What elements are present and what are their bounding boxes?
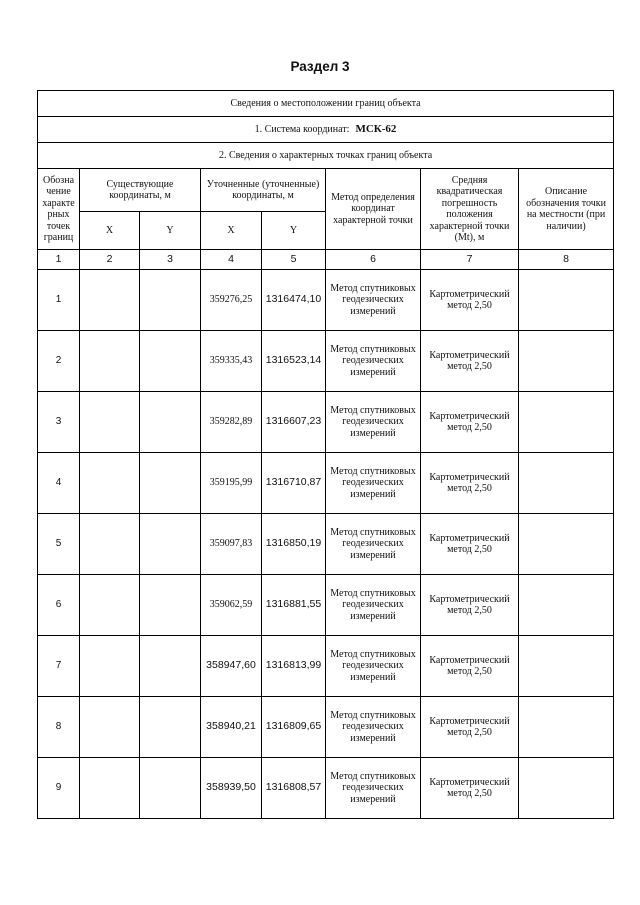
description-cell: [519, 453, 614, 514]
existing-x-cell: [80, 453, 140, 514]
column-number-row: [38, 250, 614, 270]
coord-system-value: МСК-62: [355, 122, 397, 135]
point-id-cell: 9: [38, 758, 80, 819]
existing-x-cell: [80, 514, 140, 575]
refined-y-cell: 1316710,87: [262, 453, 326, 514]
method-cell: Метод спутниковых геодезических измерений: [326, 514, 421, 575]
coord-system-label: 1. Система координат:: [254, 123, 350, 135]
header-point-designation: Обозна чение характе рных точек границ: [38, 169, 80, 250]
header-description: Описание обозначения точки на местности (при наличии): [519, 169, 614, 250]
accuracy-cell: Картометрический метод 2,50: [421, 331, 519, 392]
existing-y-cell: [140, 758, 201, 819]
accuracy-cell: Картометрический метод 2,50: [421, 270, 519, 331]
point-id-cell: 1: [38, 270, 80, 331]
refined-x-cell: 359097,83: [201, 514, 262, 575]
accuracy-cell: Картометрический метод 2,50: [421, 575, 519, 636]
accuracy-cell: Картометрический метод 2,50: [421, 514, 519, 575]
header-refined-coords: Уточненные (уточненные) координаты, м: [201, 169, 326, 212]
refined-y-cell: 1316809,65: [262, 697, 326, 758]
point-id-cell: 2: [38, 331, 80, 392]
existing-y-cell: [140, 636, 201, 697]
existing-y-cell: [140, 331, 201, 392]
existing-x-cell: [80, 575, 140, 636]
table-row: [38, 453, 614, 514]
refined-y-cell: 1316474,10: [262, 270, 326, 331]
point-id-cell: 7: [38, 636, 80, 697]
section-title: Раздел 3: [290, 59, 350, 74]
header-row: [38, 169, 614, 212]
description-cell: [519, 697, 614, 758]
point-id-cell: 6: [38, 575, 80, 636]
method-cell: Метод спутниковых геодезических измерений: [326, 697, 421, 758]
header-existing-y: Y: [140, 212, 201, 250]
column-number: 6: [326, 250, 421, 270]
accuracy-cell: Картометрический метод 2,50: [421, 758, 519, 819]
column-number: 4: [201, 250, 262, 270]
table-row: [38, 575, 614, 636]
column-number: 3: [140, 250, 201, 270]
method-cell: Метод спутниковых геодезических измерений: [326, 636, 421, 697]
existing-x-cell: [80, 270, 140, 331]
points-info-label: 2. Сведения о характерных точках границ объекта: [38, 143, 614, 169]
point-id-cell: 8: [38, 697, 80, 758]
point-id-cell: 4: [38, 453, 80, 514]
header-refined-y: Y: [262, 212, 326, 250]
refined-x-cell: 358947,60: [201, 636, 262, 697]
column-number: 8: [519, 250, 614, 270]
info-row-boundaries: [38, 91, 614, 117]
table-row: [38, 331, 614, 392]
refined-y-cell: 1316607,23: [262, 392, 326, 453]
table-row: [38, 636, 614, 697]
column-number: 1: [38, 250, 80, 270]
coord-system-cell: [38, 117, 614, 143]
accuracy-cell: Картометрический метод 2,50: [421, 636, 519, 697]
refined-y-cell: 1316523,14: [262, 331, 326, 392]
existing-x-cell: [80, 392, 140, 453]
existing-y-cell: [140, 392, 201, 453]
refined-y-cell: 1316808,57: [262, 758, 326, 819]
refined-x-cell: 359335,43: [201, 331, 262, 392]
description-cell: [519, 758, 614, 819]
boundaries-label: Сведения о местоположении границ объекта: [38, 91, 614, 117]
header-refined-x: X: [201, 212, 262, 250]
description-cell: [519, 636, 614, 697]
accuracy-cell: Картометрический метод 2,50: [421, 453, 519, 514]
refined-y-cell: 1316813,99: [262, 636, 326, 697]
table-row: [38, 697, 614, 758]
header-existing-coords: Существующие координаты, м: [80, 169, 201, 212]
header-method: Метод определения координат характерной точки: [326, 169, 421, 250]
header-existing-x: X: [80, 212, 140, 250]
existing-x-cell: [80, 758, 140, 819]
method-cell: Метод спутниковых геодезических измерений: [326, 331, 421, 392]
description-cell: [519, 392, 614, 453]
column-number: 2: [80, 250, 140, 270]
refined-x-cell: 359276,25: [201, 270, 262, 331]
existing-y-cell: [140, 697, 201, 758]
table-row: [38, 392, 614, 453]
table-row: [38, 514, 614, 575]
method-cell: Метод спутниковых геодезических измерений: [326, 392, 421, 453]
refined-x-cell: 359062,59: [201, 575, 262, 636]
method-cell: Метод спутниковых геодезических измерений: [326, 575, 421, 636]
existing-x-cell: [80, 636, 140, 697]
refined-x-cell: 359195,99: [201, 453, 262, 514]
existing-y-cell: [140, 575, 201, 636]
method-cell: Метод спутниковых геодезических измерений: [326, 758, 421, 819]
column-number: 7: [421, 250, 519, 270]
description-cell: [519, 575, 614, 636]
refined-x-cell: 358940,21: [201, 697, 262, 758]
boundary-points-table: [37, 90, 614, 819]
refined-x-cell: 359282,89: [201, 392, 262, 453]
point-id-cell: 3: [38, 392, 80, 453]
point-id-cell: 5: [38, 514, 80, 575]
existing-y-cell: [140, 514, 201, 575]
description-cell: [519, 514, 614, 575]
description-cell: [519, 331, 614, 392]
refined-y-cell: 1316850,19: [262, 514, 326, 575]
info-row-points: [38, 143, 614, 169]
info-row-coord-system: [38, 117, 614, 143]
refined-y-cell: 1316881,55: [262, 575, 326, 636]
accuracy-cell: Картометрический метод 2,50: [421, 697, 519, 758]
table-row: [38, 758, 614, 819]
existing-x-cell: [80, 697, 140, 758]
existing-x-cell: [80, 331, 140, 392]
method-cell: Метод спутниковых геодезических измерений: [326, 270, 421, 331]
description-cell: [519, 270, 614, 331]
table-row: [38, 270, 614, 331]
existing-y-cell: [140, 270, 201, 331]
refined-x-cell: 358939,50: [201, 758, 262, 819]
column-number: 5: [262, 250, 326, 270]
method-cell: Метод спутниковых геодезических измерений: [326, 453, 421, 514]
existing-y-cell: [140, 453, 201, 514]
header-accuracy: Средняя квадратическая погрешность положения характерной точки (Mt), м: [421, 169, 519, 250]
accuracy-cell: Картометрический метод 2,50: [421, 392, 519, 453]
